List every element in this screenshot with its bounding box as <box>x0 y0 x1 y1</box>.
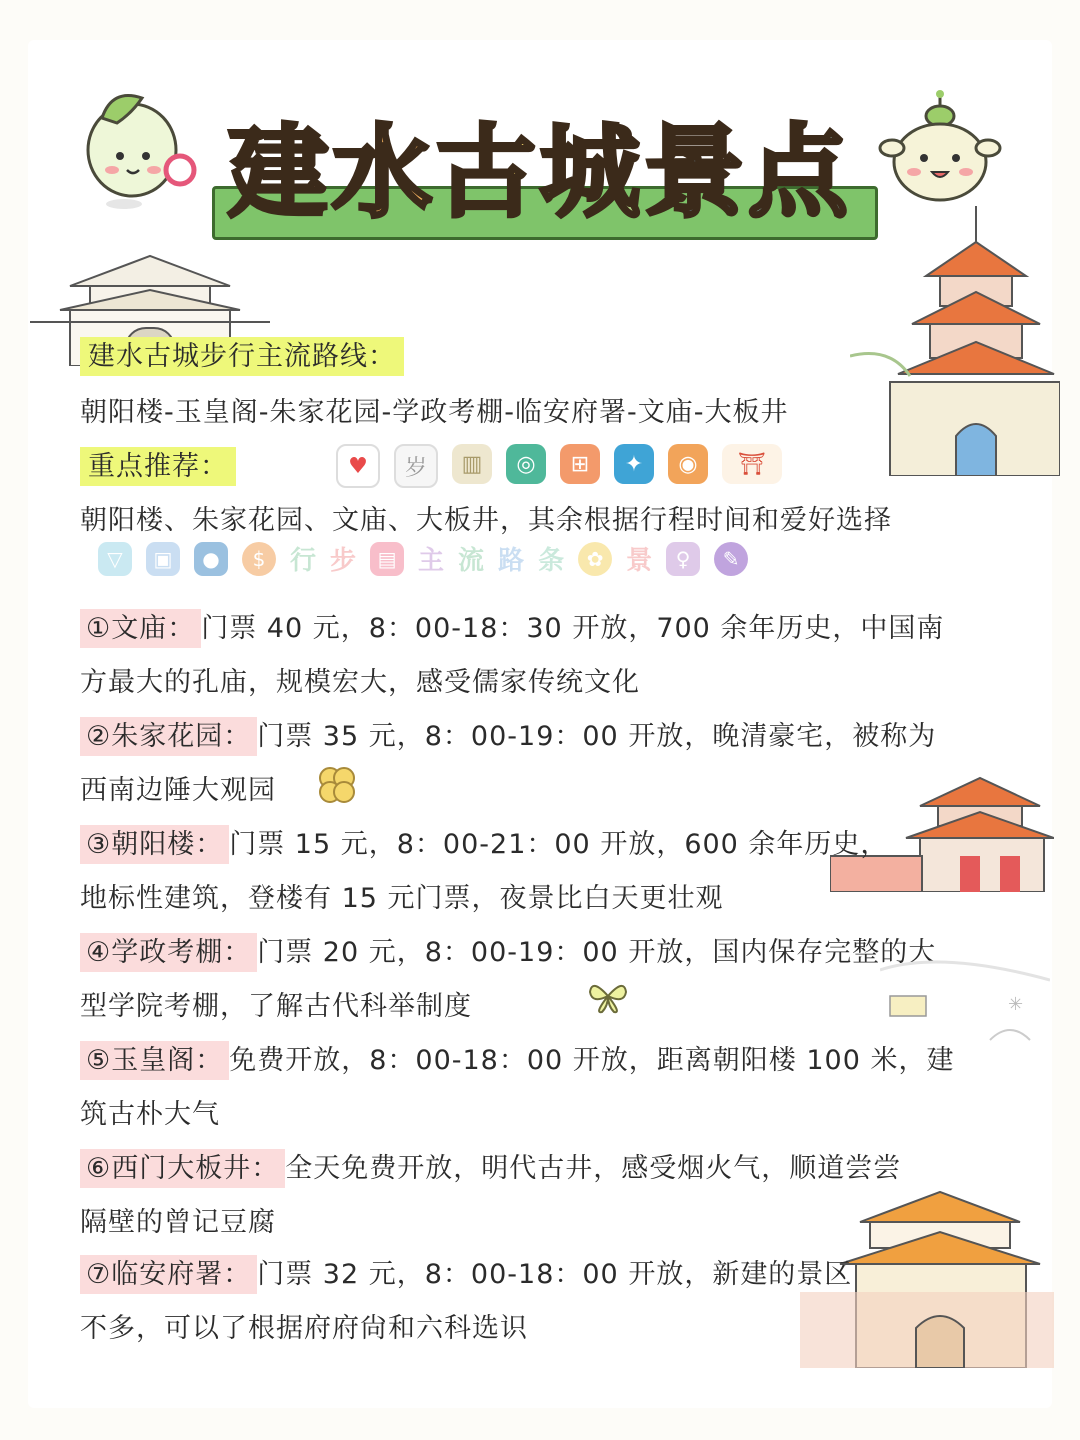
route-label <box>80 334 404 373</box>
spot-3-line-1 <box>80 822 888 861</box>
spot-3-name: ③朝阳楼： <box>80 825 229 864</box>
key-icon: ♀ <box>666 542 700 576</box>
building-icon: ⛩ <box>722 444 782 484</box>
spot-4-line-2: 型学院考棚，了解古代科举制度 <box>80 991 472 1022</box>
faded-char: 流 <box>458 546 485 576</box>
spot-5-name: ⑤玉皇阁： <box>80 1041 229 1080</box>
spot-6-line-1 <box>80 1146 901 1185</box>
spot-3-line-2: 地标性建筑，登楼有 15 元门票，夜景比白天更壮观 <box>80 883 724 914</box>
heart-icon: ♥ <box>336 444 380 488</box>
pen-icon: ✎ <box>714 542 748 576</box>
left-mascot <box>72 78 202 218</box>
spot-7-name: ⑦临安府署： <box>80 1255 257 1294</box>
faded-char: 路 <box>498 546 525 576</box>
faded-char: 步 <box>330 546 357 576</box>
spot-1-name: ①文庙： <box>80 609 201 648</box>
title-char: 建 <box>228 114 332 231</box>
flower-icon: ✿ <box>578 542 612 576</box>
page-title <box>228 108 888 238</box>
recommend-label-text: 重点推荐： <box>80 447 236 486</box>
spot-2-line-1 <box>80 714 936 753</box>
spot-4-name: ④学政考棚： <box>80 933 257 972</box>
spot-7-detail: 门票 32 元，8：00-18：00 开放，新建的景区 <box>257 1259 853 1290</box>
person-icon: ● <box>194 542 228 576</box>
spot-6-line-2: 隔壁的曾记豆腐 <box>80 1207 276 1238</box>
title-char: 城 <box>540 114 644 231</box>
gate-icon: ▥ <box>452 444 492 484</box>
spot-1-detail: 门票 40 元，8：00-18：30 开放，700 余年历史，中国南 <box>201 613 945 644</box>
title-char: 点 <box>748 114 852 231</box>
spot-7-line-1 <box>80 1252 852 1291</box>
right-mascot <box>878 88 1008 208</box>
ticket-icon: ⊞ <box>560 444 600 484</box>
route-path: 朝阳楼-玉皇阁-朱家花园-学政考棚-临安府署-文庙-大板井 <box>80 397 789 428</box>
sticker-icon-row <box>336 444 782 488</box>
spot-6-name: ⑥西门大板井： <box>80 1149 285 1188</box>
recommend-text: 朝阳楼、朱家花园、文庙、大板井，其余根据行程时间和爱好选择 <box>80 505 892 536</box>
title-char: 景 <box>644 114 748 231</box>
spot-4-detail: 门票 20 元，8：00-19：00 开放，国内保存完整的大 <box>257 937 937 968</box>
clover-icon <box>314 762 360 808</box>
spot-2-name: ②朱家花园： <box>80 717 257 756</box>
camera-icon: ◎ <box>506 444 546 484</box>
faded-char: 主 <box>418 546 445 576</box>
spot-4-line-1 <box>80 930 936 969</box>
spot-5-line-2: 筑古朴大气 <box>80 1099 220 1130</box>
butterfly-icon <box>586 976 630 1016</box>
faded-char: 行 <box>290 546 317 576</box>
spot-7-line-2: 不多，可以了根据府府尙和六科选识 <box>80 1313 528 1344</box>
star-icon: ✦ <box>614 444 654 484</box>
tower-illustration <box>850 206 1060 476</box>
tablet-icon: ▣ <box>146 542 180 576</box>
spot-1-line-1 <box>80 606 944 645</box>
spot-5-line-1 <box>80 1038 955 1077</box>
faded-char: 景 <box>626 546 653 576</box>
svg-text:✳: ✳ <box>1008 994 1024 1015</box>
route-label-text: 建水古城步行主流路线： <box>80 337 404 376</box>
spot-1-line-2: 方最大的孔庙，规模宏大，感受儒家传统文化 <box>80 667 640 698</box>
faded-decor-row <box>98 540 748 577</box>
spot-6-detail: 全天免费开放，明代古井，感受烟火气，顺道尝尝 <box>285 1153 902 1184</box>
faded-char: 条 <box>538 546 565 576</box>
spot-2-detail: 门票 35 元，8：00-19：00 开放，晚清豪宅，被称为 <box>257 721 937 752</box>
box-icon: ▤ <box>370 542 404 576</box>
recommend-label <box>80 444 236 483</box>
spot-3-detail: 门票 15 元，8：00-21：00 开放，600 余年历史， <box>229 829 889 860</box>
stamp-icon: 岁 <box>394 444 438 488</box>
spot-5-detail: 免费开放，8：00-18：00 开放，距离朝阳楼 100 米，建 <box>229 1045 955 1076</box>
title-char: 古 <box>436 114 540 231</box>
title-char: 水 <box>332 114 436 231</box>
coin-icon: $ <box>242 542 276 576</box>
shirt-icon: ▽ <box>98 542 132 576</box>
spot-2-line-2: 西南边陲大观园 <box>80 775 276 806</box>
bun-icon: ◉ <box>668 444 708 484</box>
